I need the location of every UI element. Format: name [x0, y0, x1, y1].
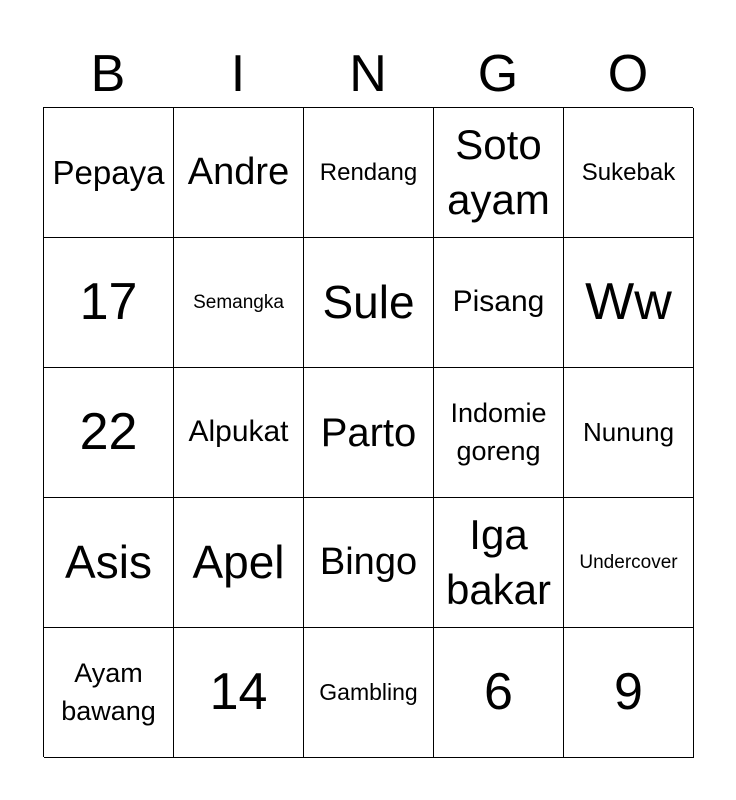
header-letter-i: I — [230, 45, 246, 103]
cell-text: Rendang — [319, 158, 418, 186]
bingo-cell[interactable] — [564, 108, 694, 238]
bingo-cell[interactable] — [304, 238, 434, 368]
cell-text: Gambling — [319, 679, 418, 706]
bingo-cell[interactable] — [304, 108, 434, 238]
cell-text: Nunung — [582, 416, 675, 447]
cell-text: Iga bakar — [445, 510, 552, 613]
bingo-cell[interactable] — [434, 368, 564, 498]
bingo-cell[interactable] — [44, 368, 174, 498]
bingo-cell[interactable] — [564, 628, 694, 758]
bingo-cell[interactable] — [434, 238, 564, 368]
bingo-header — [43, 42, 693, 106]
bingo-cell[interactable] — [434, 108, 564, 238]
cell-text: Semangka — [193, 291, 284, 313]
cell-text: 22 — [79, 403, 138, 462]
cell-text: 6 — [484, 663, 513, 722]
bingo-cell[interactable] — [564, 238, 694, 368]
bingo-cell[interactable] — [174, 238, 304, 368]
bingo-cell[interactable] — [174, 368, 304, 498]
bingo-cell[interactable] — [44, 238, 174, 368]
bingo-cell[interactable] — [304, 498, 434, 628]
bingo-cell[interactable] — [174, 108, 304, 238]
bingo-cell[interactable] — [174, 498, 304, 628]
cell-text: Undercover — [579, 551, 678, 573]
cell-text: Ayam bawang — [61, 657, 156, 726]
bingo-cell[interactable] — [564, 498, 694, 628]
header-letter-b: B — [90, 45, 126, 103]
bingo-cell[interactable] — [434, 498, 564, 628]
bingo-cell[interactable] — [44, 628, 174, 758]
cell-text: 14 — [209, 663, 268, 722]
cell-text: Apel — [192, 536, 285, 589]
bingo-cell[interactable] — [304, 628, 434, 758]
header-letter-g: G — [477, 45, 519, 103]
cell-text: Bingo — [319, 540, 418, 583]
cell-text: Alpukat — [188, 415, 289, 449]
bingo-cell[interactable] — [44, 498, 174, 628]
bingo-board — [43, 107, 693, 757]
cell-text: Parto — [320, 410, 417, 455]
header-letter-n: N — [349, 45, 387, 103]
header-letter-o: O — [607, 45, 649, 103]
cell-text: Indomie goreng — [450, 397, 547, 466]
cell-text: Ww — [585, 273, 672, 332]
bingo-cell[interactable] — [434, 628, 564, 758]
bingo-cell[interactable] — [564, 368, 694, 498]
cell-text: Soto ayam — [447, 120, 550, 223]
cell-text: Sukebak — [581, 158, 676, 186]
cell-text: Sule — [322, 276, 415, 329]
cell-text: Pepaya — [52, 153, 165, 191]
bingo-cell[interactable] — [44, 108, 174, 238]
cell-text: Asis — [65, 536, 152, 589]
bingo-cell[interactable] — [304, 368, 434, 498]
cell-text: Pisang — [452, 285, 545, 319]
bingo-cell[interactable] — [174, 628, 304, 758]
cell-text: 17 — [79, 273, 138, 332]
cell-text: 9 — [614, 663, 643, 722]
cell-text: Andre — [187, 150, 290, 193]
